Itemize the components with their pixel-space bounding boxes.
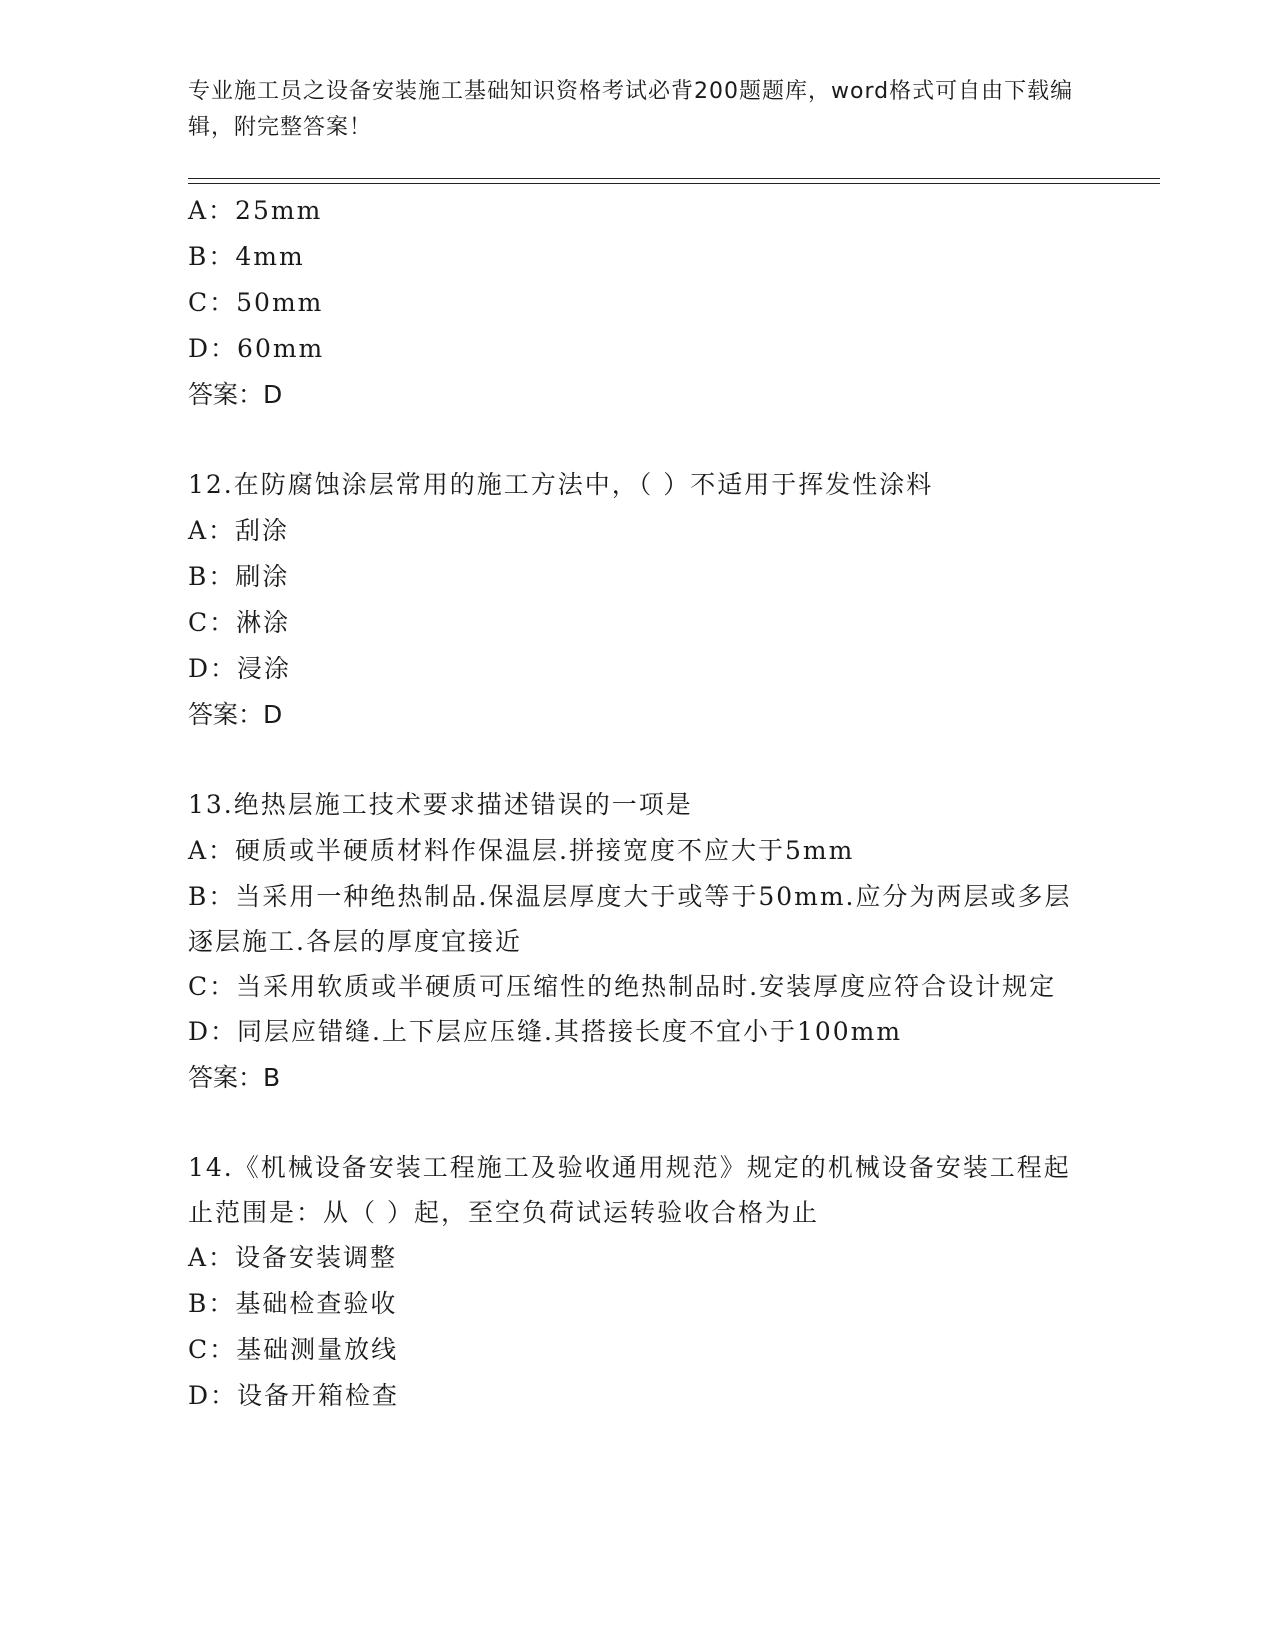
- spacer: [188, 418, 1088, 462]
- question-14: [188, 1145, 1088, 1419]
- answer-line: 答案：B: [188, 1063, 281, 1092]
- option-d: D：浸涂: [188, 654, 292, 683]
- spacer: [188, 1101, 1088, 1145]
- option-c: C：50mm: [188, 288, 324, 317]
- option-a: A：设备安装调整: [188, 1243, 398, 1272]
- document-header: 专业施工员之设备安装施工基础知识资格考试必背200题题库，word格式可自由下载编辑，附完整答案！: [188, 79, 1074, 140]
- option-b: B：基础检查验收: [188, 1289, 398, 1318]
- option-a: A：刮涂: [188, 516, 290, 545]
- question-13: [188, 782, 1088, 1101]
- question-text: 14.《机械设备安装工程施工及验收通用规范》规定的机械设备安装工程起止范围是：从（ ）起，至空负荷试运转验收合格为止: [188, 1153, 1071, 1227]
- header-rule-top: [188, 178, 1160, 179]
- option-c: C：基础测量放线: [188, 1335, 399, 1364]
- question-text: 13.绝热层施工技术要求描述错误的一项是: [188, 790, 693, 819]
- option-b: B：当采用一种绝热制品.保温层厚度大于或等于50mm.应分为两层或多层逐层施工.各层的厚度宜接近: [188, 882, 1072, 956]
- question-12: [188, 462, 1088, 738]
- header-rule-bottom: [188, 183, 1160, 184]
- option-a: A：25mm: [188, 196, 323, 225]
- option-c: C：当采用软质或半硬质可压缩性的绝热制品时.安装厚度应符合设计规定: [188, 972, 1057, 1001]
- option-d: D：设备开箱检查: [188, 1381, 400, 1410]
- option-a: A：硬质或半硬质材料作保温层.拼接宽度不应大于5mm: [188, 836, 855, 865]
- answer-line: 答案：D: [188, 380, 283, 409]
- option-c: C：淋涂: [188, 608, 291, 637]
- question-text: 12.在防腐蚀涂层常用的施工方法中，（ ）不适用于挥发性涂料: [188, 470, 934, 499]
- question-list: [188, 188, 1088, 1419]
- option-d: D：同层应错缝.上下层应压缝.其搭接长度不宜小于100mm: [188, 1017, 903, 1046]
- answer-line: 答案：D: [188, 700, 283, 729]
- option-d: D：60mm: [188, 334, 325, 363]
- option-b: B：刷涂: [188, 562, 290, 591]
- spacer: [188, 738, 1088, 782]
- option-b: B：4mm: [188, 242, 305, 271]
- question-11: [188, 188, 1088, 418]
